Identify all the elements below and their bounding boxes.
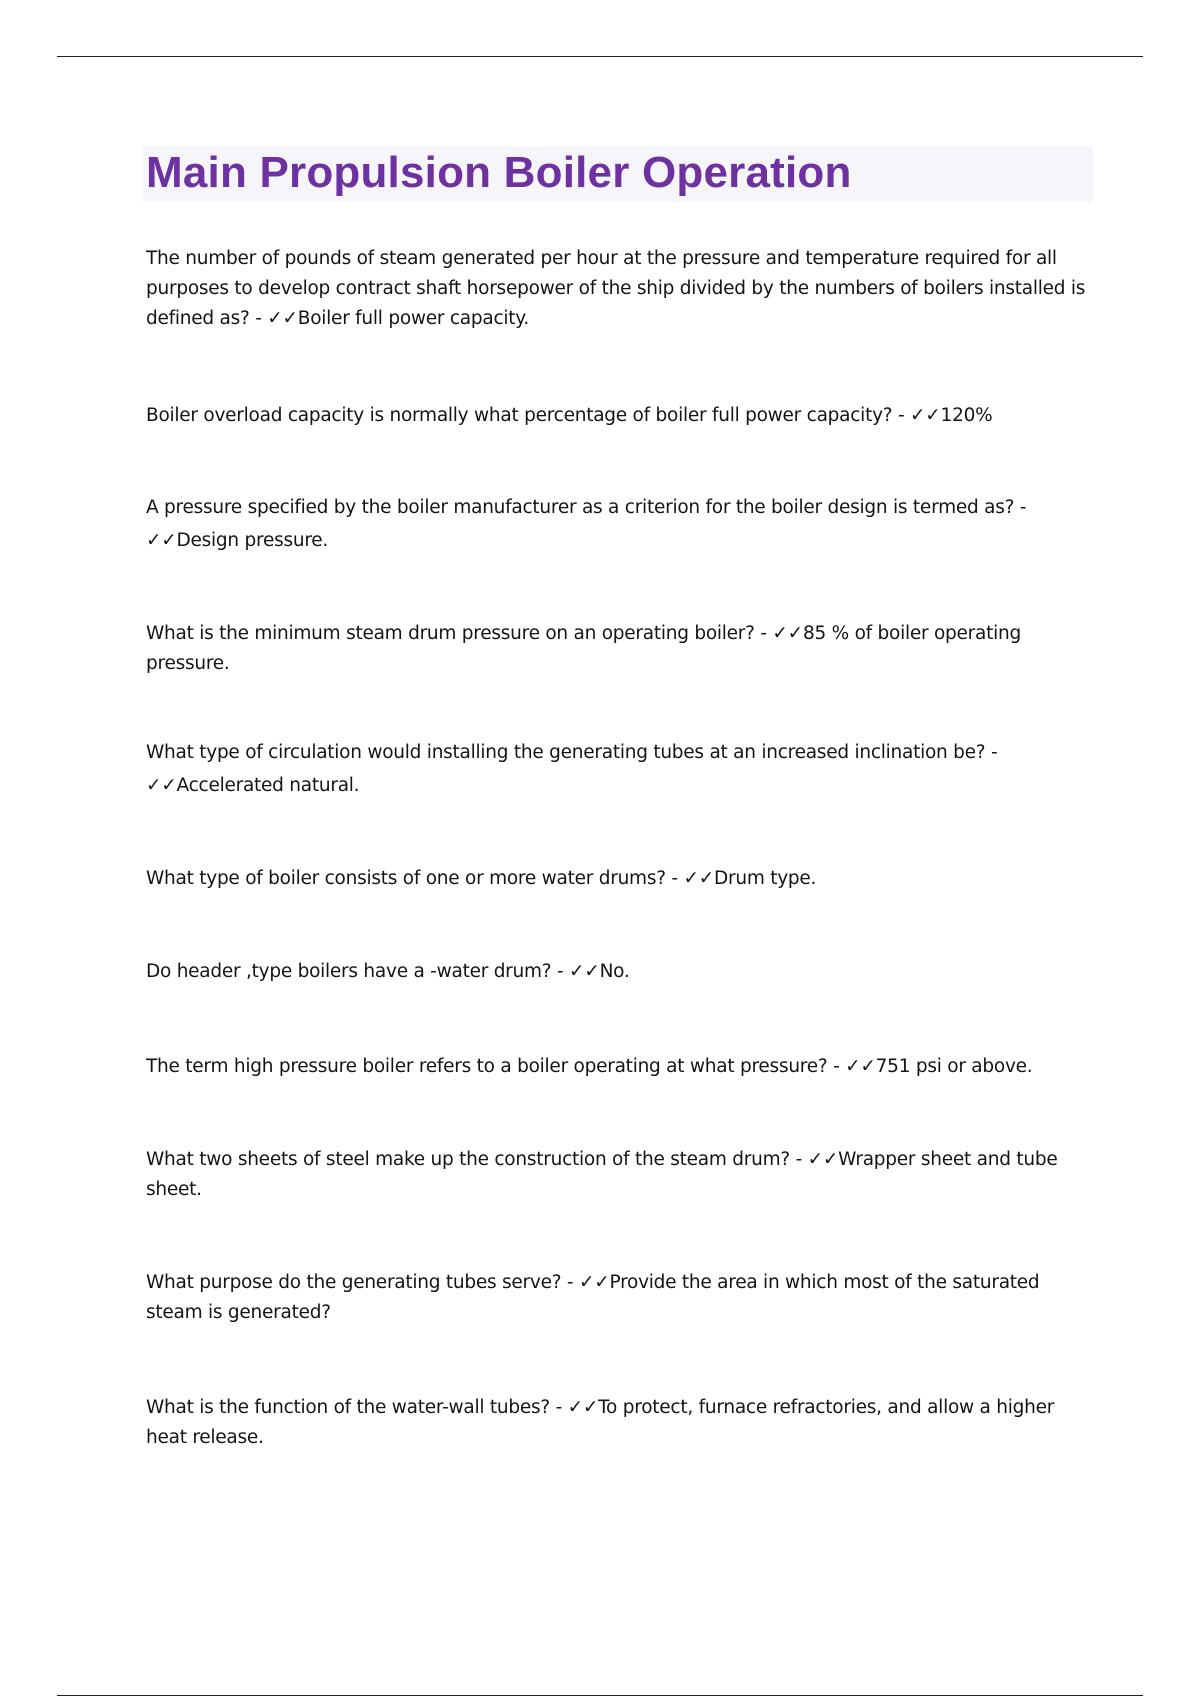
qa-item-9: [146, 1145, 1096, 1205]
double-check-icon: ✓✓: [683, 868, 714, 889]
question-text: What is the minimum steam drum pressure on an operating boiler?: [146, 623, 755, 644]
separator: -: [827, 1056, 846, 1077]
question-text: What two sheets of steel make up the construction of the steam drum?: [146, 1149, 790, 1170]
double-check-icon: ✓✓: [807, 1149, 839, 1170]
double-check-icon: ✓✓: [910, 405, 941, 426]
question-text: What type of circulation would installing the generating tubes at an increased inclination be?: [146, 742, 986, 763]
top-rule: [57, 56, 1143, 57]
question-text: The term high pressure boiler refers to a boiler operating at what pressure?: [146, 1056, 828, 1077]
separator: -: [1014, 497, 1027, 518]
double-check-icon: ✓✓: [146, 530, 177, 551]
separator: -: [789, 1149, 808, 1170]
page-title: Main Propulsion Boiler Operation: [146, 148, 852, 197]
separator: -: [561, 1272, 579, 1293]
double-check-icon: ✓✓: [772, 623, 803, 644]
question-text: The number of pounds of steam generated per hour at the pressure and temperature required for all purposes to develop contract shaft horsepower of the ship divided by the numbers of boilers installed is defined as?: [146, 248, 1086, 329]
answer-text: Design pressure.: [176, 530, 329, 551]
answer-text: Boiler full power capacity.: [297, 308, 529, 329]
qa-item-7: [146, 957, 1096, 987]
answer-text: 85 % of boiler operating pressure.: [146, 623, 1021, 674]
qa-item-10: [146, 1268, 1096, 1328]
answer-text: To protect, furnace refractories, and allow a higher heat release.: [146, 1397, 1055, 1448]
answer-text: 751 psi or above.: [875, 1056, 1033, 1077]
question-text: Boiler overload capacity is normally what percentage of boiler full power capacity?: [146, 405, 893, 426]
double-check-icon: ✓✓: [267, 308, 298, 329]
separator: -: [985, 742, 998, 763]
separator: -: [249, 308, 268, 329]
double-check-icon: ✓✓: [146, 775, 177, 796]
qa-item-5: [146, 736, 1096, 802]
separator: -: [549, 1397, 568, 1418]
question-text: A pressure specified by the boiler manufacturer as a criterion for the boiler design is termed as?: [146, 497, 1015, 518]
question-text: Do header ,type boilers have a -water drum?: [146, 961, 552, 982]
answer-text: Drum type.: [714, 868, 817, 889]
answer-text: Accelerated natural.: [176, 775, 360, 796]
bottom-rule: [57, 1695, 1143, 1696]
answer-text: Wrapper sheet and tube sheet.: [146, 1149, 1058, 1200]
separator: -: [892, 405, 911, 426]
qa-item-6: [146, 864, 1096, 894]
question-text: What type of boiler consists of one or more water drums?: [146, 868, 666, 889]
question-text: What is the function of the water-wall tubes?: [146, 1397, 550, 1418]
qa-item-11: [146, 1393, 1096, 1453]
qa-item-3: [146, 491, 1096, 557]
qa-item-2: [146, 401, 1096, 431]
separator: -: [665, 868, 684, 889]
answer-text: Provide the area in which most of the saturated steam is generated?: [146, 1272, 1040, 1323]
double-check-icon: ✓✓: [578, 1272, 610, 1293]
double-check-icon: ✓✓: [569, 961, 600, 982]
answer-text: No.: [599, 961, 630, 982]
double-check-icon: ✓✓: [567, 1397, 599, 1418]
qa-item-1: [146, 244, 1096, 334]
question-text: What purpose do the generating tubes serve?: [146, 1272, 562, 1293]
separator: -: [754, 623, 773, 644]
qa-item-8: [146, 1052, 1096, 1082]
qa-item-4: [146, 619, 1096, 679]
separator: -: [551, 961, 570, 982]
answer-text: 120%: [940, 405, 993, 426]
double-check-icon: ✓✓: [845, 1056, 876, 1077]
